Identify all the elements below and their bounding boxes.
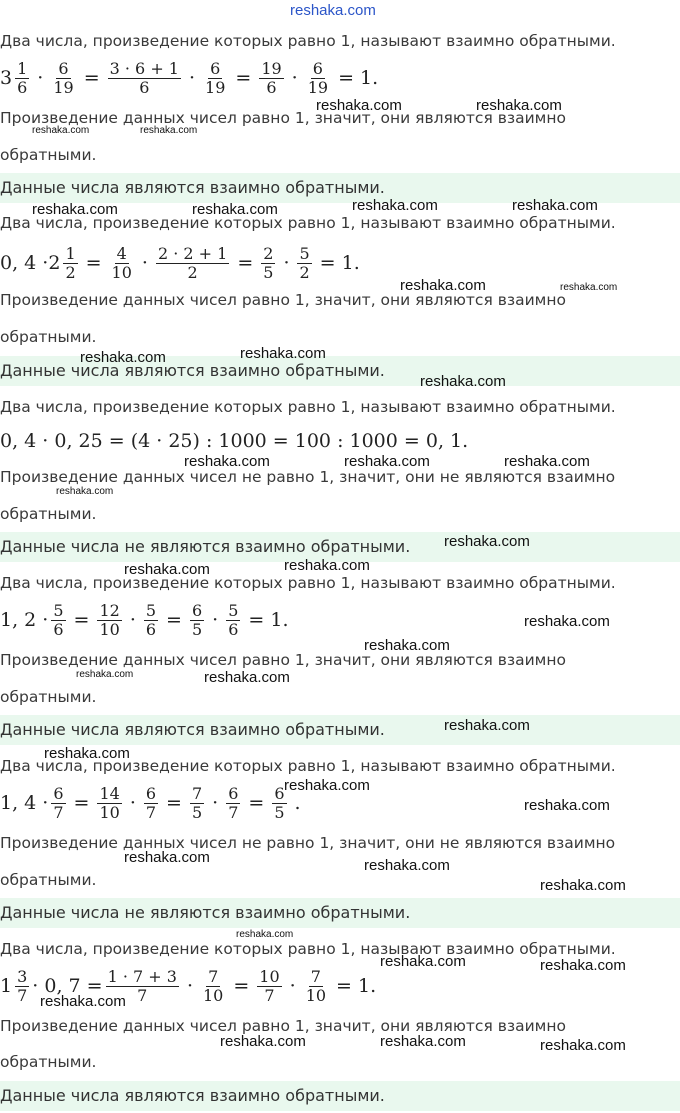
watermark: reshaka.com — [524, 613, 610, 630]
fraction — [261, 245, 275, 282]
math-text: 0, 4 · — [0, 252, 49, 274]
block-1-explanation: Произведение данных чисел равно 1, значит, они являются взаимно — [0, 109, 566, 127]
math-operator: = — [233, 975, 250, 997]
fraction — [15, 968, 29, 1005]
block-1-answer: Данные числа являются взаимно обратными. — [0, 173, 680, 203]
block-3-explanation: Произведение данных чисел не равно 1, значит, они не являются взаимно — [0, 468, 616, 486]
fraction-denominator: 6 — [53, 619, 64, 639]
math-operator: = — [83, 67, 100, 89]
fraction-denominator: 5 — [274, 802, 285, 822]
mixed-number-whole: 2 — [48, 252, 61, 274]
fraction-numerator: 6 — [210, 58, 221, 78]
watermark: reshaka.com — [476, 97, 562, 114]
fraction-numerator: 5 — [53, 600, 64, 620]
fraction-denominator: 6 — [228, 619, 239, 639]
fraction-denominator: 5 — [263, 262, 274, 282]
watermark: reshaka.com — [524, 797, 610, 814]
math-operator: · — [283, 252, 290, 274]
math-operator: · — [129, 609, 136, 631]
math-operator: = — [73, 792, 90, 814]
fraction-denominator: 2 — [299, 262, 310, 282]
fraction — [97, 602, 121, 639]
math-operator: = — [237, 252, 254, 274]
watermark: reshaka.com — [80, 349, 166, 366]
math-operator: · — [141, 252, 148, 274]
block-4-intro: Два числа, произведение которых равно 1, называют взаимно обратными. — [0, 574, 616, 592]
fraction-denominator: 5 — [191, 802, 203, 822]
fraction-denominator: 6 — [145, 619, 157, 639]
fraction-numerator: 12 — [99, 600, 120, 620]
fraction-numerator: 5 — [228, 600, 239, 620]
fraction-numerator: 10 — [259, 966, 280, 986]
watermark: reshaka.com — [192, 201, 278, 218]
fraction-denominator: 2 — [65, 262, 76, 282]
fraction — [51, 785, 65, 822]
math-operator: = 1. — [336, 975, 377, 997]
watermark: reshaka.com — [204, 669, 290, 686]
fraction — [257, 968, 281, 1005]
fraction-denominator: 19 — [307, 77, 329, 97]
watermark: reshaka.com — [220, 1033, 306, 1050]
block-1-intro: Два числа, произведение которых равно 1, называют взаимно обратными. — [0, 32, 616, 50]
block-6-intro: Два числа, произведение которых равно 1, называют взаимно обратными. — [0, 940, 616, 958]
fraction-numerator: 7 — [310, 966, 321, 986]
fraction-numerator: 5 — [145, 600, 157, 620]
math-operator: · — [212, 792, 219, 814]
block-2-intro: Два числа, произведение которых равно 1, называют взаимно обратными. — [0, 214, 616, 232]
math-operator: · — [186, 975, 193, 997]
fraction-denominator: 7 — [17, 985, 28, 1005]
watermark: reshaka.com — [184, 453, 270, 470]
fraction — [110, 245, 134, 282]
fraction-denominator: 7 — [137, 985, 148, 1005]
math-operator: = 1. — [338, 67, 379, 89]
fraction-numerator: 3 · 6 + 1 — [109, 58, 179, 78]
fraction — [297, 245, 311, 282]
fraction-numerator: 19 — [261, 58, 282, 78]
fraction-denominator: 6 — [266, 77, 277, 97]
math-operator: · — [291, 67, 298, 89]
math-text: · 0, 7 = — [32, 975, 103, 997]
watermark: reshaka.com — [444, 717, 530, 734]
fraction-numerator: 6 — [228, 783, 239, 803]
fraction-denominator: 10 — [305, 985, 327, 1005]
fraction — [51, 602, 65, 639]
block-3-intro: Два числа, произведение которых равно 1, называют взаимно обратными. — [0, 398, 616, 416]
watermark: reshaka.com — [32, 125, 90, 136]
math-operator: · — [212, 609, 219, 631]
fraction-denominator: 10 — [111, 262, 132, 282]
watermark: reshaka.com — [364, 637, 450, 654]
math-text: 1, 4 · — [0, 792, 49, 814]
fraction-denominator: 19 — [53, 77, 74, 97]
fraction-denominator: 7 — [264, 985, 275, 1005]
watermark: reshaka.com — [124, 561, 210, 578]
watermark: reshaka.com — [76, 669, 134, 680]
math-operator: · — [129, 792, 136, 814]
block-2-explanation-end: обратными. — [0, 328, 97, 346]
fraction-numerator: 1 · 7 + 3 — [107, 966, 177, 986]
watermark: reshaka.com — [344, 453, 430, 470]
watermark: reshaka.com — [540, 877, 626, 894]
fraction-denominator: 19 — [205, 77, 226, 97]
watermark: reshaka.com — [512, 197, 598, 214]
watermark: reshaka.com — [400, 277, 486, 294]
fraction — [63, 245, 77, 282]
math-text: 1, 2 · — [0, 609, 49, 631]
block-1-math — [0, 58, 383, 98]
block-2-math — [0, 243, 365, 283]
fraction — [108, 60, 181, 97]
math-operator: · — [289, 975, 296, 997]
block-2-answer: Данные числа являются взаимно обратными. — [0, 356, 680, 386]
watermark: reshaka.com — [44, 745, 130, 762]
fraction — [144, 785, 158, 822]
fraction — [190, 785, 204, 822]
fraction — [304, 968, 328, 1005]
math-operator: · — [188, 67, 196, 89]
watermark: reshaka.com — [380, 953, 466, 970]
watermark: reshaka.com — [240, 345, 326, 362]
fraction-denominator: 5 — [191, 619, 203, 639]
watermark: reshaka.com — [316, 97, 402, 114]
watermark: reshaka.com — [236, 929, 294, 940]
watermark: reshaka.com — [420, 373, 506, 390]
block-5-intro: Два числа, произведение которых равно 1, называют взаимно обратными. — [0, 757, 616, 775]
watermark: reshaka.com — [380, 1033, 466, 1050]
block-4-math — [0, 600, 293, 640]
fraction-denominator: 10 — [203, 985, 224, 1005]
fraction-numerator: 6 — [312, 58, 323, 78]
block-5-explanation: Произведение данных чисел не равно 1, значит, они не являются взаимно — [0, 834, 616, 852]
fraction-numerator: 1 — [17, 58, 28, 78]
fraction-denominator: 6 — [17, 77, 28, 97]
math-operator: = — [166, 609, 182, 631]
site-link[interactable]: reshaka.com — [290, 2, 376, 19]
watermark: reshaka.com — [504, 453, 590, 470]
fraction-numerator: 5 — [299, 243, 310, 263]
watermark: reshaka.com — [352, 197, 438, 214]
watermark: reshaka.com — [364, 857, 450, 874]
math-operator: = 1. — [319, 252, 360, 274]
fraction-numerator: 6 — [274, 783, 285, 803]
fraction-numerator: 6 — [53, 783, 64, 803]
fraction-numerator: 14 — [99, 783, 120, 803]
watermark: reshaka.com — [140, 125, 198, 136]
block-3-explanation-end: обратными. — [0, 505, 97, 523]
fraction — [306, 60, 330, 97]
fraction — [97, 785, 121, 822]
fraction-numerator: 3 — [17, 966, 28, 986]
watermark: reshaka.com — [56, 486, 114, 497]
watermark: reshaka.com — [124, 849, 210, 866]
fraction-numerator: 1 — [65, 243, 76, 263]
block-6-answer: Данные числа являются взаимно обратными. — [0, 1081, 680, 1111]
math-operator: . — [294, 792, 301, 814]
watermark: reshaka.com — [40, 993, 126, 1010]
math-operator: = 1. — [248, 609, 289, 631]
block-3-answer: Данные числа не являются взаимно обратными. — [0, 532, 680, 562]
block-4-answer: Данные числа являются взаимно обратными. — [0, 715, 680, 745]
block-4-explanation-end: обратными. — [0, 688, 97, 706]
math-text: 0, 4 · 0, 25 = (4 · 25) : 1000 = 100 : 1000 = 0, 1. — [0, 430, 469, 452]
fraction-denominator: 7 — [53, 802, 64, 822]
fraction-denominator: 2 — [187, 262, 198, 282]
watermark: reshaka.com — [540, 957, 626, 974]
fraction-denominator: 6 — [139, 77, 150, 97]
mixed-number-whole: 3 — [0, 67, 13, 89]
watermark: reshaka.com — [560, 282, 618, 293]
fraction — [190, 602, 204, 639]
fraction-numerator: 6 — [191, 600, 203, 620]
watermark: reshaka.com — [540, 1037, 626, 1054]
fraction-numerator: 6 — [145, 783, 157, 803]
math-operator: = — [235, 67, 252, 89]
fraction-numerator: 7 — [191, 783, 203, 803]
math-operator: = — [73, 609, 90, 631]
fraction — [144, 602, 158, 639]
fraction — [203, 60, 227, 97]
fraction-numerator: 6 — [58, 58, 69, 78]
block-2-explanation: Произведение данных чисел равно 1, значит, они являются взаимно — [0, 291, 566, 309]
watermark: reshaka.com — [284, 777, 370, 794]
math-operator: = — [248, 792, 265, 814]
fraction-denominator: 7 — [145, 802, 157, 822]
block-5-answer: Данные числа не являются взаимно обратными. — [0, 898, 680, 928]
fraction — [15, 60, 29, 97]
block-6-explanation: Произведение данных чисел равно 1, значит, они являются взаимно — [0, 1017, 566, 1035]
fraction-numerator: 4 — [116, 243, 127, 263]
watermark: reshaka.com — [444, 533, 530, 550]
math-operator: = — [166, 792, 182, 814]
fraction — [156, 245, 229, 282]
fraction-denominator: 10 — [99, 619, 120, 639]
block-5-explanation-end: обратными. — [0, 871, 97, 889]
block-6-explanation-end: обратными. — [0, 1053, 97, 1071]
fraction-numerator: 7 — [208, 966, 219, 986]
fraction-numerator: 2 — [263, 243, 274, 263]
watermark: reshaka.com — [284, 557, 370, 574]
block-4-explanation: Произведение данных чисел равно 1, значит, они являются взаимно — [0, 651, 566, 669]
fraction — [51, 60, 75, 97]
block-1-explanation-end: обратными. — [0, 146, 97, 164]
math-operator: = — [85, 252, 102, 274]
math-operator: · — [37, 67, 44, 89]
mixed-number-whole: 1 — [0, 975, 13, 997]
fraction — [259, 60, 283, 97]
block-5-math — [0, 783, 306, 823]
fraction — [226, 785, 240, 822]
watermark: reshaka.com — [32, 201, 118, 218]
fraction — [201, 968, 225, 1005]
fraction-denominator: 7 — [228, 802, 239, 822]
fraction-denominator: 10 — [99, 802, 120, 822]
fraction — [226, 602, 240, 639]
fraction-numerator: 2 · 2 + 1 — [157, 243, 228, 263]
